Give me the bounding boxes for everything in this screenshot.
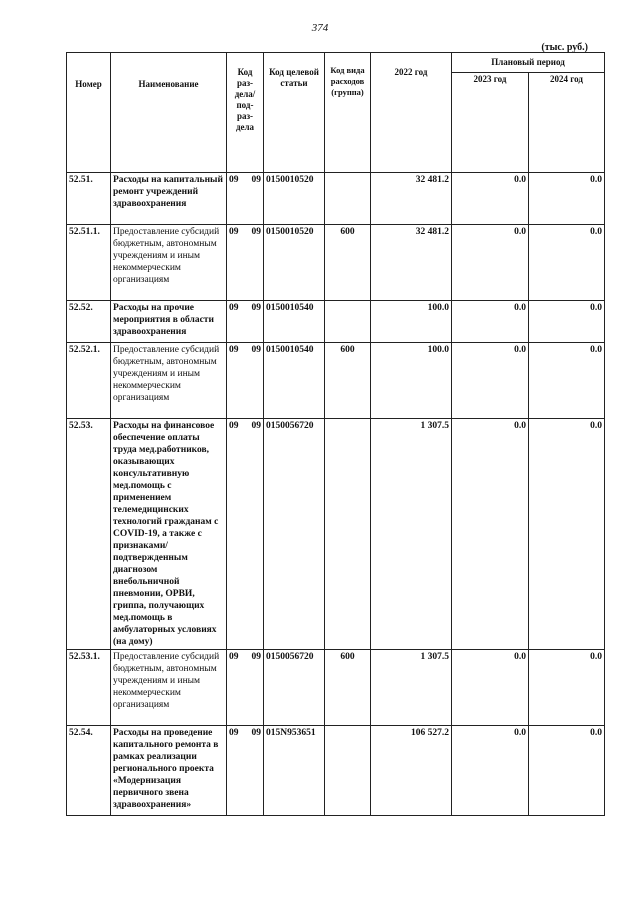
table-body bbox=[67, 173, 605, 816]
row-number: 52.53. bbox=[67, 419, 111, 650]
row-target-code: 0150010540 bbox=[264, 343, 325, 419]
row-value-2022: 100.0 bbox=[371, 301, 452, 343]
row-number: 52.54. bbox=[67, 726, 111, 816]
row-section-code bbox=[227, 173, 264, 225]
row-section-code bbox=[227, 301, 264, 343]
row-value-2023: 0.0 bbox=[452, 419, 529, 650]
row-value-2023: 0.0 bbox=[452, 301, 529, 343]
row-section-code bbox=[227, 726, 264, 816]
row-name: Расходы на капитальный ремонт учреждений здравоохранения bbox=[111, 173, 227, 225]
row-expense-type: 600 bbox=[325, 343, 371, 419]
row-razdel: 09 bbox=[229, 303, 239, 313]
row-expense-type: 600 bbox=[325, 650, 371, 726]
table-row bbox=[67, 301, 605, 343]
row-podrazdel: 09 bbox=[251, 421, 261, 431]
row-razdel: 09 bbox=[229, 421, 239, 431]
row-value-2024: 0.0 bbox=[529, 650, 605, 726]
row-name: Расходы на прочие мероприятия в области здравоохранения bbox=[111, 301, 227, 343]
row-podrazdel: 09 bbox=[251, 175, 261, 185]
row-number: 52.53.1. bbox=[67, 650, 111, 726]
page-number: 374 bbox=[311, 22, 329, 34]
row-value-2022: 1 307.5 bbox=[371, 419, 452, 650]
header-expense-type: Код вида расходов (группа) bbox=[325, 53, 371, 173]
row-name: Предоставление субсидий бюджетным, автономным учреждениям и иным некоммерческим организациям bbox=[111, 225, 227, 301]
row-name: Расходы на финансовое обеспечение оплаты труда мед.работников, оказывающих консультативную мед.помощь с применением телемедицинских технологий гражданам с COVID-19, а также с признаками/подтвержденным диагнозом внебольничной пневмонии, ОРВИ, гриппа, получающих мед.помощь в амбулаторных условиях (на дому) bbox=[111, 419, 227, 650]
row-value-2023: 0.0 bbox=[452, 225, 529, 301]
row-value-2023: 0.0 bbox=[452, 726, 529, 816]
header-target: Код целевой статьи bbox=[264, 53, 325, 173]
row-value-2023: 0.0 bbox=[452, 650, 529, 726]
units-label: (тыс. руб.) bbox=[541, 42, 588, 53]
row-target-code: 0150056720 bbox=[264, 419, 325, 650]
row-target-code: 0150056720 bbox=[264, 650, 325, 726]
table-row bbox=[67, 173, 605, 225]
row-target-code: 0150010520 bbox=[264, 225, 325, 301]
table-row bbox=[67, 225, 605, 301]
row-razdel: 09 bbox=[229, 345, 239, 355]
row-name: Расходы на проведение капитального ремонта в рамках реализации регионального проекта «Модернизация первичного звена здравоохранения» bbox=[111, 726, 227, 816]
row-podrazdel: 09 bbox=[251, 227, 261, 237]
row-number: 52.51. bbox=[67, 173, 111, 225]
row-podrazdel: 09 bbox=[251, 652, 261, 662]
row-razdel: 09 bbox=[229, 227, 239, 237]
header-2023: 2023 год bbox=[452, 73, 529, 173]
row-value-2022: 32 481.2 bbox=[371, 173, 452, 225]
row-razdel: 09 bbox=[229, 175, 239, 185]
row-value-2024: 0.0 bbox=[529, 173, 605, 225]
row-value-2023: 0.0 bbox=[452, 173, 529, 225]
header-section: Код раз- дела/ под- раз- дела bbox=[227, 53, 264, 173]
row-expense-type bbox=[325, 419, 371, 650]
row-name: Предоставление субсидий бюджетным, автономным учреждениям и иным некоммерческим организациям bbox=[111, 650, 227, 726]
table-row bbox=[67, 419, 605, 650]
row-podrazdel: 09 bbox=[251, 345, 261, 355]
row-number: 52.52.1. bbox=[67, 343, 111, 419]
row-value-2022: 106 527.2 bbox=[371, 726, 452, 816]
row-razdel: 09 bbox=[229, 652, 239, 662]
row-name: Предоставление субсидий бюджетным, автономным учреждениям и иным некоммерческим организациям bbox=[111, 343, 227, 419]
table-row bbox=[67, 343, 605, 419]
row-section-code bbox=[227, 343, 264, 419]
row-expense-type bbox=[325, 301, 371, 343]
header-number: Номер bbox=[67, 53, 111, 173]
budget-table bbox=[66, 52, 605, 816]
row-section-code bbox=[227, 650, 264, 726]
row-value-2024: 0.0 bbox=[529, 343, 605, 419]
row-target-code: 015N953651 bbox=[264, 726, 325, 816]
row-podrazdel: 09 bbox=[251, 303, 261, 313]
header-name: Наименование bbox=[111, 53, 227, 173]
row-value-2024: 0.0 bbox=[529, 301, 605, 343]
row-section-code bbox=[227, 419, 264, 650]
row-podrazdel: 09 bbox=[251, 728, 261, 738]
row-value-2023: 0.0 bbox=[452, 343, 529, 419]
row-value-2022: 100.0 bbox=[371, 343, 452, 419]
row-value-2024: 0.0 bbox=[529, 419, 605, 650]
header-planned-period: Плановый период bbox=[452, 53, 605, 73]
row-number: 52.51.1. bbox=[67, 225, 111, 301]
row-target-code: 0150010520 bbox=[264, 173, 325, 225]
row-expense-type bbox=[325, 726, 371, 816]
row-value-2024: 0.0 bbox=[529, 225, 605, 301]
table-row bbox=[67, 650, 605, 726]
row-target-code: 0150010540 bbox=[264, 301, 325, 343]
row-section-code bbox=[227, 225, 264, 301]
header-2022: 2022 год bbox=[371, 53, 452, 173]
row-expense-type: 600 bbox=[325, 225, 371, 301]
row-value-2022: 1 307.5 bbox=[371, 650, 452, 726]
table-header bbox=[67, 53, 605, 173]
row-razdel: 09 bbox=[229, 728, 239, 738]
row-expense-type bbox=[325, 173, 371, 225]
header-2024: 2024 год bbox=[529, 73, 605, 173]
row-value-2024: 0.0 bbox=[529, 726, 605, 816]
row-value-2022: 32 481.2 bbox=[371, 225, 452, 301]
table-row bbox=[67, 726, 605, 816]
row-number: 52.52. bbox=[67, 301, 111, 343]
